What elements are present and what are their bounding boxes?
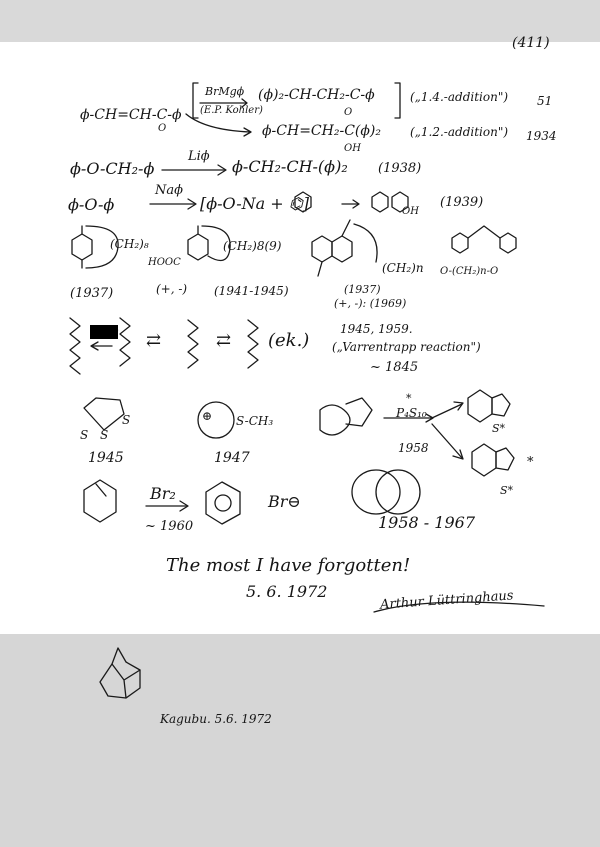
macrocycle-3-label: (CH₂)n: [382, 261, 424, 275]
reaction-3-intermediate: [ϕ-O-Na + ⌬]: [200, 194, 309, 213]
macrocycle-2-note: (+, -): [156, 282, 188, 296]
reaction-2-product: ϕ-CH₂-CH-(ϕ)₂: [232, 157, 348, 176]
dithiole-reagent-star: *: [406, 392, 412, 405]
benzene-icon: [295, 192, 311, 212]
naphthalene-ring-1-icon: [312, 236, 332, 262]
macrocycle-2-group: HOOC: [148, 257, 181, 268]
macrocycle-1-ring-icon: [72, 234, 92, 260]
dithiole-year-3: 1958: [398, 441, 429, 455]
bottom-note-text: Kagubu. 5.6. 1972: [160, 712, 272, 726]
bottom-cage-sketch-bonds: [112, 664, 140, 698]
zigzag-chain-4-icon: [248, 320, 258, 368]
reaction-1-arrow-bottom: [186, 114, 250, 132]
reaction-2-reagent: Liϕ: [188, 149, 210, 164]
dithiole-branch-arrow-2: [432, 424, 462, 458]
macrocycle-3-note: (+, -): (1969): [334, 297, 407, 310]
varrentrapp-abbrev: (ek.): [268, 330, 310, 351]
naphthalene-ring-2-icon: [332, 236, 352, 262]
dithiole-s-label-2: S: [80, 428, 89, 442]
dithiole-star-label-2: *: [527, 455, 534, 470]
reaction-3-product-sub: OH: [402, 206, 419, 217]
reaction-1-reactant: ϕ-CH=CH-C-ϕ: [80, 107, 182, 123]
macrocycle-2-chain-icon: [198, 226, 230, 261]
macrocycle-1-label: (CH₂)₈: [110, 237, 149, 251]
macrocycle-3-years: (1937): [344, 283, 381, 296]
dithiolium-ring-icon: [198, 402, 234, 438]
varrentrapp-label-box-icon: [90, 325, 118, 339]
reaction-1-product-1-sub: O: [344, 107, 353, 118]
zigzag-chain-1-icon: [70, 318, 80, 374]
closing-signature: Arthur Lüttringhaus: [379, 588, 514, 613]
macrocycle-4-bridge-icon: [468, 226, 500, 238]
reaction-1-bracket-left: [193, 83, 198, 118]
bromination-product-icon: [206, 482, 240, 524]
biphenyl-ring-1-icon: [372, 192, 388, 212]
reaction-2-year: (1938): [378, 161, 422, 176]
varrentrapp-reaction-name: („Varrentrapp reaction"): [332, 340, 481, 354]
reaction-1-reactant-sub: O: [158, 123, 167, 134]
benzodithiole-ring-icon: [320, 405, 350, 435]
reaction-1-product-2: ϕ-CH=CH₂-C(ϕ)₂: [262, 123, 381, 139]
reaction-3-reagent: Naϕ: [155, 183, 183, 198]
reaction-1-product-2-sub: OH: [344, 143, 361, 154]
reaction-2-reactant: ϕ-O-CH₂-ϕ: [70, 159, 155, 178]
equilibrium-arrow-1: ⇄: [146, 330, 162, 351]
reaction-1-product-1-year: 51: [537, 94, 553, 108]
bromination-anion: Br⊖: [268, 492, 301, 511]
bromination-approx-year: ~ 1960: [145, 519, 194, 534]
macrocycle-4-ring-2-icon: [500, 233, 516, 253]
reaction-1-product-2-year: 1934: [526, 129, 557, 143]
reaction-1-bracket-right: [395, 83, 400, 118]
reaction-1-reagent: BrMgϕ: [205, 85, 245, 98]
varrentrapp-years: 1945, 1959.: [340, 322, 413, 336]
reaction-1-product-1: (ϕ)₂-CH-CH₂-C-ϕ: [258, 87, 375, 103]
macrocycle-1-year: (1937): [70, 286, 114, 301]
macrocycle-2-years: (1941-1945): [214, 284, 289, 298]
dithiole-s-label-1: S: [122, 413, 131, 427]
product-1-dithiole-icon: [492, 394, 510, 416]
dithiole-ring-1-icon: [84, 398, 124, 430]
product-1-benzene-icon: [468, 390, 492, 422]
reaction-1-reagent-note: (E.P. Kohler): [200, 105, 263, 116]
dithiole-reagent: P₄S₁₀: [396, 406, 427, 420]
macrocycle-2-label: (CH₂)8(9): [223, 239, 282, 253]
bromination-reagent: Br₂: [150, 484, 176, 503]
biphenyl-ring-2-icon: [392, 192, 408, 212]
macrocycle-1-chain-icon: [82, 226, 118, 268]
closing-date: 5. 6. 1972: [246, 582, 328, 601]
zigzag-chain-3-icon: [188, 320, 198, 368]
bromination-product-charge-ring: [215, 495, 231, 511]
bromination-double-bond: [96, 484, 106, 496]
dithiole-year-1: 1945: [88, 450, 124, 466]
page-number: (411): [512, 35, 550, 51]
reaction-3-year: (1939): [440, 195, 484, 210]
zigzag-chain-2-icon: [120, 318, 130, 366]
equilibrium-arrow-2: ⇄: [216, 330, 232, 351]
macrocycle-4-ring-1-icon: [452, 233, 468, 253]
interlocked-ring-2-icon: [376, 470, 420, 514]
dithiole-year-2: 1947: [214, 450, 250, 466]
signature-flourish: [374, 602, 544, 612]
bromination-reactant-icon: [84, 480, 116, 522]
dithiole-star-label-1: S*: [492, 422, 506, 435]
reaction-1-product-2-note: („1.2.-addition"): [410, 125, 509, 139]
dithiole-branch-arrow-1: [432, 404, 462, 418]
dithiole-charge: ⊕: [202, 409, 213, 423]
macrocycle-4-label: O-(CH₂)n-O: [440, 266, 499, 277]
product-2-benzene-icon: [472, 444, 496, 476]
dithiole-star-label-3: S*: [500, 484, 514, 497]
naphthalene-chain-icon: [318, 220, 377, 276]
dithiole-s-label-3: S: [100, 428, 109, 442]
varrentrapp-approx-year: ~ 1845: [370, 360, 419, 375]
macrocycle-2-ring-icon: [188, 234, 208, 260]
product-2-dithiole-icon: [496, 448, 514, 470]
interlocked-rings-years: 1958 - 1967: [378, 513, 476, 532]
closing-quote: The most I have forgotten!: [166, 555, 411, 576]
dithiole-group-2: S-CH₃: [236, 414, 274, 428]
reaction-1-product-1-note: („1.4.-addition"): [410, 90, 509, 104]
reaction-3-reactant: ϕ-O-ϕ: [68, 195, 115, 214]
